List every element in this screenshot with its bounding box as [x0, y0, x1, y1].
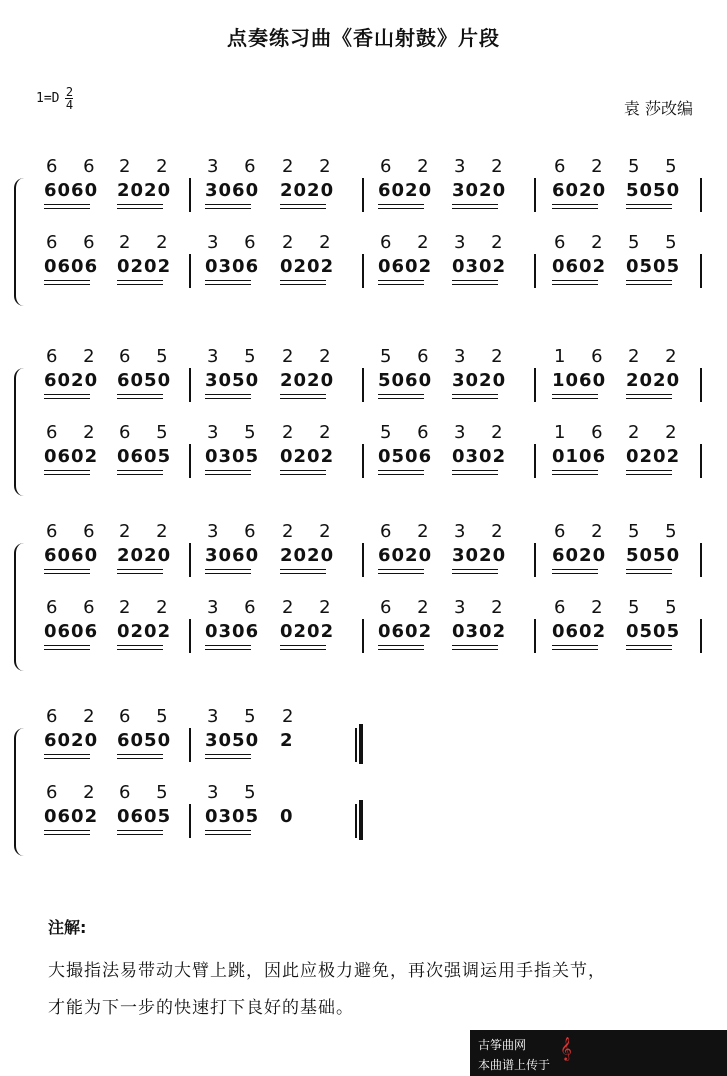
upper-note-pair: 2 2 [119, 232, 178, 253]
upper-note-pair: 3 6 [207, 521, 266, 542]
beam-line [205, 394, 251, 395]
note-group: 0606 [44, 256, 99, 277]
note-group: 6050 [117, 370, 172, 391]
beam-line [205, 208, 251, 209]
beam-line [280, 573, 326, 574]
beam-line [117, 830, 163, 831]
note-group: 6020 [552, 180, 607, 201]
upper-note-pair: 6 2 [554, 156, 613, 177]
beam-line [205, 834, 251, 835]
bar-line [700, 444, 702, 478]
note-group: 0602 [378, 256, 433, 277]
beam-line [552, 208, 598, 209]
upper-note-pair: 2 2 [119, 597, 178, 618]
upper-note-pair: 6 6 [46, 597, 105, 618]
beam-line [552, 645, 598, 646]
bar-line [362, 178, 364, 212]
final-bar-line [359, 724, 363, 764]
note-group: 6020 [44, 730, 99, 751]
beam-line [378, 284, 424, 285]
upper-note-pair: 6 6 [46, 156, 105, 177]
beam-line [205, 474, 251, 475]
beam-line [626, 394, 672, 395]
beam-line [452, 645, 498, 646]
note-group: 5060 [378, 370, 433, 391]
notes-line-1: 大撮指法易带动大臂上跳，因此应极力避免，再次强调运用手指关节， [48, 961, 606, 981]
upper-note-pair: 6 6 [46, 232, 105, 253]
beam-line [378, 208, 424, 209]
beam-line [280, 470, 326, 471]
note-group: 0505 [626, 621, 681, 642]
beam-line [44, 208, 90, 209]
time-signature [65, 86, 73, 111]
beam-line [452, 284, 498, 285]
note-group: 0305 [205, 446, 260, 467]
note-group: 0202 [626, 446, 681, 467]
upper-note-pair: 6 6 [46, 521, 105, 542]
upper-note-pair: 6 5 [119, 706, 178, 727]
beam-line [552, 649, 598, 650]
beam-line [378, 569, 424, 570]
beam-line [117, 204, 163, 205]
beam-line [117, 398, 163, 399]
note-group: 2020 [117, 545, 172, 566]
bar-line [362, 543, 364, 577]
beam-line [205, 649, 251, 650]
note-group: 1060 [552, 370, 607, 391]
upper-note-pair: 3 6 [207, 156, 266, 177]
upper-note-pair: 5 6 [380, 422, 439, 443]
upper-note-pair: 2 2 [282, 597, 341, 618]
beam-line [452, 204, 498, 205]
beam-line [626, 284, 672, 285]
note-group: 5050 [626, 180, 681, 201]
note-group: 3020 [452, 180, 507, 201]
upper-note-pair: 5 6 [380, 346, 439, 367]
beam-line [117, 208, 163, 209]
upper-note-pair: 2 2 [282, 422, 341, 443]
note-group: 0606 [44, 621, 99, 642]
bar-line [534, 178, 536, 212]
beam-line [626, 208, 672, 209]
beam-line [44, 758, 90, 759]
upper-note-pair: 2 2 [282, 521, 341, 542]
note-group: 2 [280, 730, 294, 751]
time-top: 2 [65, 85, 74, 99]
beam-line [452, 398, 498, 399]
upper-note-pair: 3 2 [454, 597, 513, 618]
tonic-label: 1=D [36, 91, 60, 106]
note-group: 5050 [626, 545, 681, 566]
note-group: 3060 [205, 545, 260, 566]
bar-line [362, 254, 364, 288]
system-brace [14, 543, 26, 671]
beam-line [205, 754, 251, 755]
upper-note-pair: 5 5 [628, 597, 687, 618]
note-group: 0305 [205, 806, 260, 827]
beam-line [626, 569, 672, 570]
note-group: 0302 [452, 621, 507, 642]
upper-note-pair: 2 2 [282, 346, 341, 367]
beam-line [117, 645, 163, 646]
beam-line [44, 280, 90, 281]
note-group: 0202 [117, 621, 172, 642]
beam-line [626, 470, 672, 471]
beam-line [280, 284, 326, 285]
upper-note-pair: 2 2 [282, 232, 341, 253]
upper-note-pair: 6 5 [119, 782, 178, 803]
upper-note-pair: 5 5 [628, 232, 687, 253]
upper-note-pair: 3 2 [454, 346, 513, 367]
upper-note-pair: 2 2 [628, 346, 687, 367]
bar-line [189, 178, 191, 212]
beam-line [117, 474, 163, 475]
beam-line [280, 645, 326, 646]
upper-note-pair: 6 2 [380, 521, 439, 542]
beam-line [117, 834, 163, 835]
beam-line [280, 204, 326, 205]
bar-line [534, 444, 536, 478]
beam-line [280, 649, 326, 650]
upper-note-pair: 1 6 [554, 346, 613, 367]
note-group: 6020 [378, 545, 433, 566]
upload-text: 本曲谱上传于 [478, 1058, 551, 1072]
beam-line [117, 470, 163, 471]
beam-line [552, 204, 598, 205]
note-group: 2020 [280, 180, 335, 201]
note-group: 2020 [117, 180, 172, 201]
note-group: 0605 [117, 806, 172, 827]
upper-note-pair: 6 2 [554, 521, 613, 542]
beam-line [452, 569, 498, 570]
bar-line [362, 444, 364, 478]
beam-line [626, 474, 672, 475]
note-group: 6060 [44, 180, 99, 201]
beam-line [205, 830, 251, 831]
final-bar-line [359, 800, 363, 840]
beam-line [626, 398, 672, 399]
site-name: 古筝曲网 [478, 1038, 527, 1052]
note-group: 6050 [117, 730, 172, 751]
beam-line [117, 649, 163, 650]
bar-line [700, 254, 702, 288]
note-group: 0 [280, 806, 294, 827]
beam-line [117, 569, 163, 570]
beam-line [452, 280, 498, 281]
bar-line [189, 728, 191, 762]
beam-line [44, 284, 90, 285]
note-group: 6020 [378, 180, 433, 201]
note-group: 0306 [205, 256, 260, 277]
note-group: 6020 [44, 370, 99, 391]
notes-line-2: 才能为下一步的快速打下良好的基础。 [48, 998, 354, 1018]
beam-line [205, 204, 251, 205]
beam-line [626, 649, 672, 650]
upper-note-pair: 2 2 [628, 422, 687, 443]
note-group: 0602 [44, 446, 99, 467]
beam-line [452, 470, 498, 471]
beam-line [44, 645, 90, 646]
bar-line [189, 804, 191, 838]
beam-line [44, 649, 90, 650]
arranger-credit: 袁 莎改编 [623, 99, 693, 118]
beam-line [117, 573, 163, 574]
beam-line [44, 834, 90, 835]
beam-line [44, 754, 90, 755]
beam-line [44, 204, 90, 205]
upper-note-pair: 6 2 [554, 232, 613, 253]
beam-line [205, 569, 251, 570]
beam-line [378, 649, 424, 650]
bar-line [534, 619, 536, 653]
bar-line [700, 543, 702, 577]
upper-note-pair: 3 6 [207, 232, 266, 253]
beam-line [626, 204, 672, 205]
beam-line [378, 280, 424, 281]
upper-note-pair: 3 5 [207, 346, 266, 367]
note-group: 3050 [205, 370, 260, 391]
bar-line [189, 254, 191, 288]
upper-note-pair: 6 2 [380, 232, 439, 253]
note-group: 0602 [552, 256, 607, 277]
bar-line [534, 368, 536, 402]
note-group: 2020 [280, 545, 335, 566]
upper-note-pair: 6 2 [380, 156, 439, 177]
time-bottom: 4 [65, 98, 74, 112]
notes-heading: 注解: [48, 918, 87, 937]
beam-line [452, 474, 498, 475]
note-group: 0605 [117, 446, 172, 467]
note-group: 6060 [44, 545, 99, 566]
beam-line [205, 573, 251, 574]
note-group: 0602 [378, 621, 433, 642]
upper-note-pair: 2 [282, 706, 304, 727]
bar-line [700, 368, 702, 402]
note-group: 0202 [280, 256, 335, 277]
site-watermark [470, 1030, 727, 1076]
note-group: 0202 [117, 256, 172, 277]
treble-clef-icon: 𝄞 [560, 1036, 572, 1060]
bar-line [189, 368, 191, 402]
upper-note-pair: 3 2 [454, 422, 513, 443]
beam-line [378, 474, 424, 475]
beam-line [452, 208, 498, 209]
beam-line [44, 569, 90, 570]
upper-note-pair: 2 2 [282, 156, 341, 177]
beam-line [280, 208, 326, 209]
beam-line [44, 394, 90, 395]
beam-line [552, 280, 598, 281]
bar-line [534, 543, 536, 577]
beam-line [552, 470, 598, 471]
upper-note-pair: 3 2 [454, 232, 513, 253]
note-group: 0505 [626, 256, 681, 277]
note-group: 6020 [552, 545, 607, 566]
upper-note-pair: 6 2 [554, 597, 613, 618]
upper-note-pair: 3 5 [207, 422, 266, 443]
note-group: 0602 [552, 621, 607, 642]
beam-line [452, 573, 498, 574]
upper-note-pair: 6 5 [119, 346, 178, 367]
upper-note-pair: 2 2 [119, 156, 178, 177]
bar-line [355, 804, 357, 838]
upper-note-pair: 6 2 [46, 706, 105, 727]
beam-line [378, 398, 424, 399]
beam-line [44, 470, 90, 471]
upper-note-pair: 6 2 [46, 782, 105, 803]
bar-line [700, 178, 702, 212]
beam-line [452, 394, 498, 395]
beam-line [552, 569, 598, 570]
upper-note-pair: 1 6 [554, 422, 613, 443]
beam-line [552, 573, 598, 574]
beam-line [205, 280, 251, 281]
bar-line [355, 728, 357, 762]
note-group: 0106 [552, 446, 607, 467]
beam-line [117, 280, 163, 281]
beam-line [205, 645, 251, 646]
beam-line [44, 474, 90, 475]
beam-line [378, 645, 424, 646]
system-brace [14, 178, 26, 306]
beam-line [44, 830, 90, 831]
upper-note-pair: 6 2 [46, 422, 105, 443]
note-group: 3050 [205, 730, 260, 751]
bar-line [189, 619, 191, 653]
system-brace [14, 728, 26, 856]
upper-note-pair: 3 6 [207, 597, 266, 618]
beam-line [626, 280, 672, 281]
key-signature [36, 86, 73, 111]
upper-note-pair: 6 2 [380, 597, 439, 618]
beam-line [552, 474, 598, 475]
beam-line [626, 573, 672, 574]
bar-line [362, 368, 364, 402]
note-group: 0202 [280, 621, 335, 642]
beam-line [552, 398, 598, 399]
note-group: 0302 [452, 446, 507, 467]
score-title: 点奏练习曲《香山射鼓》片段 [227, 26, 500, 50]
beam-line [205, 284, 251, 285]
note-group: 3020 [452, 545, 507, 566]
system-brace [14, 368, 26, 496]
beam-line [280, 474, 326, 475]
note-group: 0202 [280, 446, 335, 467]
beam-line [378, 394, 424, 395]
bar-line [189, 444, 191, 478]
bar-line [189, 543, 191, 577]
note-group: 2020 [280, 370, 335, 391]
beam-line [452, 649, 498, 650]
beam-line [117, 394, 163, 395]
upper-note-pair: 3 2 [454, 521, 513, 542]
upper-note-pair: 5 5 [628, 521, 687, 542]
beam-line [44, 398, 90, 399]
note-group: 2020 [626, 370, 681, 391]
beam-line [280, 398, 326, 399]
beam-line [205, 398, 251, 399]
bar-line [362, 619, 364, 653]
note-group: 3060 [205, 180, 260, 201]
bar-line [534, 254, 536, 288]
upper-note-pair: 6 5 [119, 422, 178, 443]
beam-line [552, 394, 598, 395]
beam-line [280, 569, 326, 570]
note-group: 3020 [452, 370, 507, 391]
beam-line [378, 573, 424, 574]
beam-line [626, 645, 672, 646]
upper-note-pair: 6 2 [46, 346, 105, 367]
beam-line [205, 758, 251, 759]
beam-line [378, 204, 424, 205]
upper-note-pair: 3 5 [207, 782, 266, 803]
upper-note-pair: 3 5 [207, 706, 266, 727]
upper-note-pair: 3 2 [454, 156, 513, 177]
beam-line [117, 284, 163, 285]
beam-line [280, 280, 326, 281]
upper-note-pair: 2 2 [119, 521, 178, 542]
beam-line [44, 573, 90, 574]
note-group: 0302 [452, 256, 507, 277]
bar-line [700, 619, 702, 653]
upper-note-pair: 5 5 [628, 156, 687, 177]
note-group: 0306 [205, 621, 260, 642]
beam-line [378, 470, 424, 471]
beam-line [280, 394, 326, 395]
beam-line [117, 754, 163, 755]
beam-line [552, 284, 598, 285]
note-group: 0602 [44, 806, 99, 827]
beam-line [205, 470, 251, 471]
note-group: 0506 [378, 446, 433, 467]
beam-line [117, 758, 163, 759]
